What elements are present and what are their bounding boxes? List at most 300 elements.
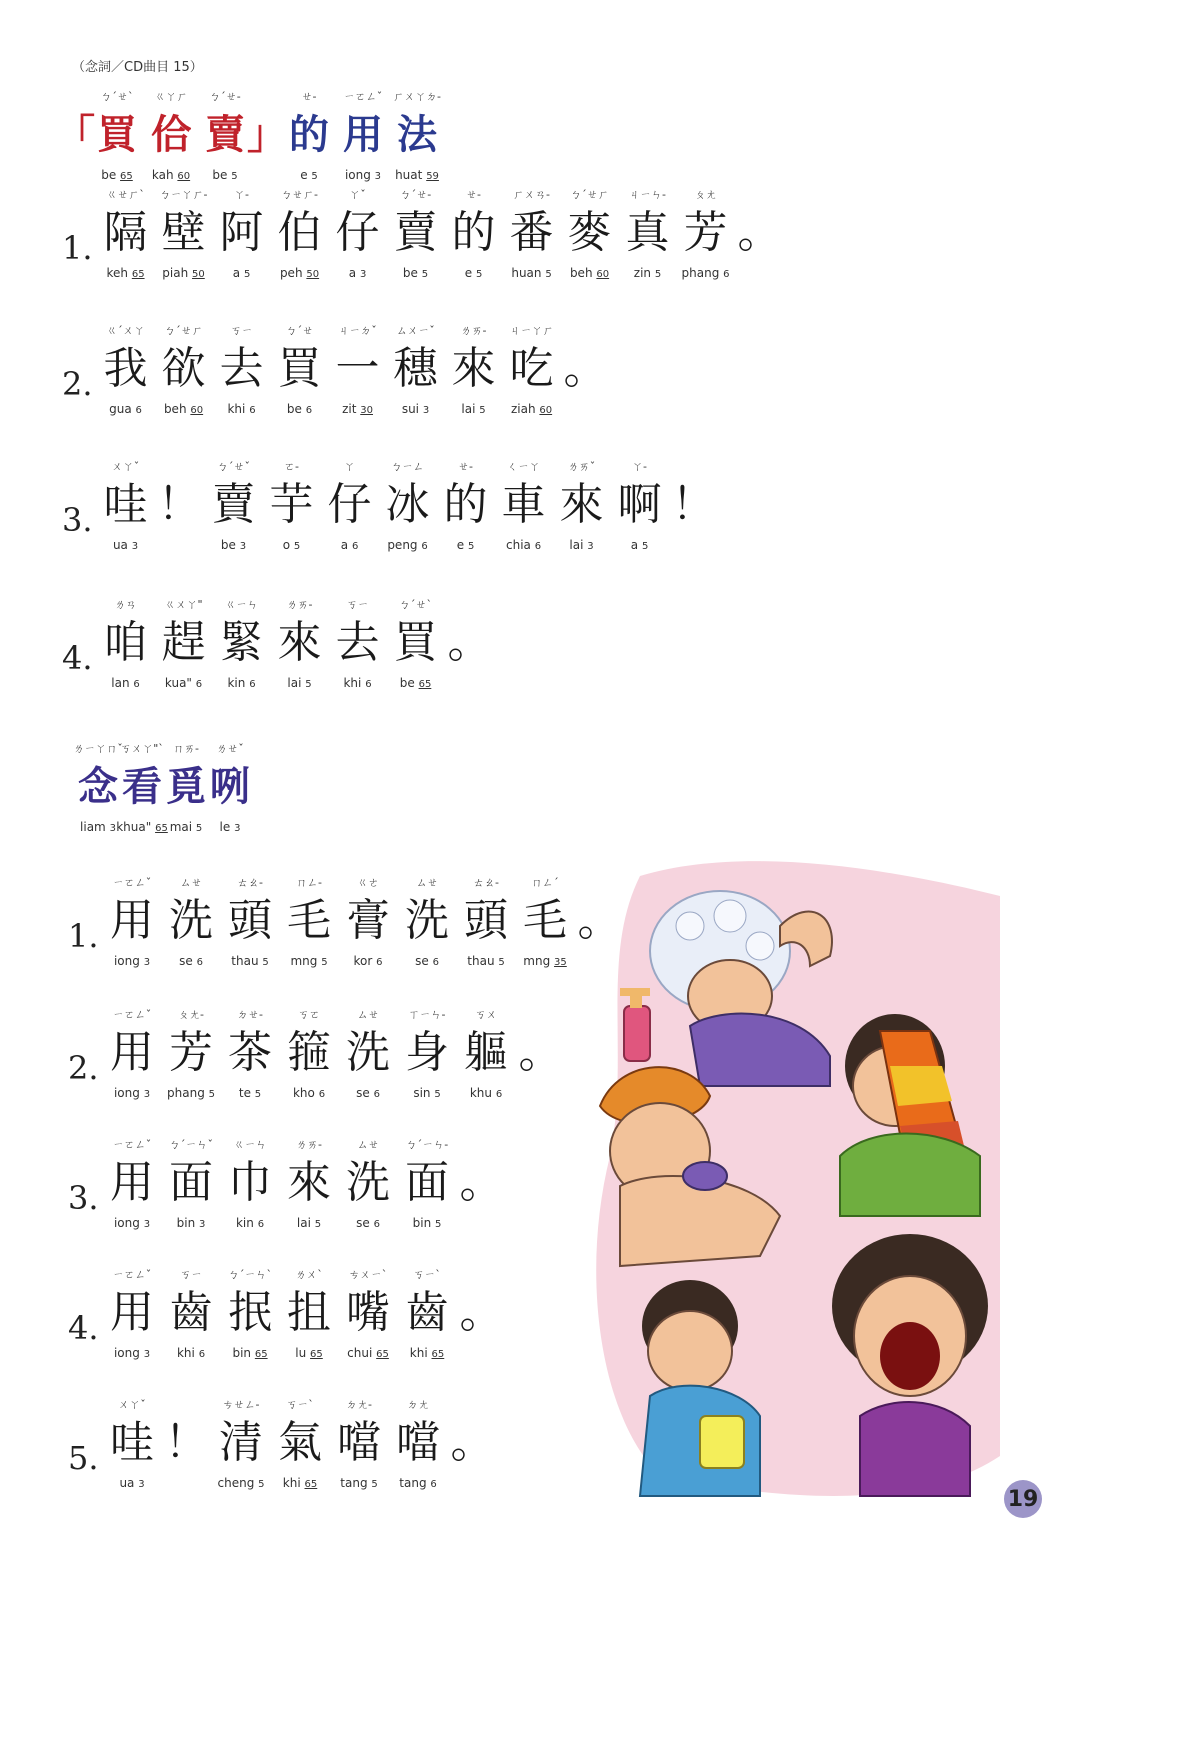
tone-number: 5 [479,405,486,416]
romanization-syllable: e [300,168,308,182]
romanization [119,1474,144,1492]
tone-number: 3 [234,823,241,834]
zhuyin-annotation: ㄅˊㄝㄏ [164,324,203,337]
sentence-number: 3. [62,501,93,539]
annotated-character [495,458,553,554]
annotated-character [329,186,387,282]
tone-number: 60 [177,171,191,182]
sentence-2-3 [68,1136,507,1232]
romanization [399,1474,436,1492]
tone-number: 65 [418,679,432,690]
annotated-character [379,458,437,554]
romanization [402,400,429,418]
romanization-syllable: bin [232,1346,252,1360]
hanzi-character: 的 [289,112,329,158]
romanization [342,400,373,418]
romanization-syllable: zin [633,266,652,280]
romanization [114,1084,150,1102]
romanization [295,1344,323,1362]
romanization [114,1214,150,1232]
tone-number: 50 [192,269,205,280]
romanization [457,536,475,554]
tone-number: 5 [195,823,203,834]
zhuyin-annotation: ㄎㄧˋ [413,1268,441,1281]
romanization [280,264,319,282]
annotated-character [457,1266,507,1362]
romanization-syllable: sui [401,402,420,416]
annotated-character [221,1266,280,1362]
annotated-character [339,1136,398,1232]
romanization-syllable: kah [151,168,174,182]
hanzi-character: 齒 [169,1287,214,1338]
romanization [415,952,439,970]
sentence-number: 5. [68,1439,99,1477]
romanization [114,952,150,970]
romanization-syllable: kho [292,1086,315,1100]
annotated-character [198,88,252,184]
zhuyin-annotation: ㄎㄛ [298,1008,321,1021]
hanzi-character: 茶 [228,1027,273,1078]
romanization-syllable: khi [176,1346,195,1360]
tone-number: 5 [258,1479,265,1490]
romanization [80,818,116,836]
romanization [116,818,168,836]
hanzi-character: 買 [393,617,438,668]
romanization-syllable: mng [523,954,551,968]
annotated-character [213,186,271,282]
annotated-character [280,1266,339,1362]
romanization-syllable: bin [176,1216,196,1230]
zhuyin-annotation: ㄅㄝㄏ- [281,188,319,201]
hanzi-character: 軀 [464,1027,509,1078]
romanization [470,1084,502,1102]
tone-number: 6 [430,1479,437,1490]
hanzi-character: 緊 [219,617,264,668]
zhuyin-annotation: ㄙㄝ [357,1008,380,1021]
romanization-syllable: phang [681,266,720,280]
tone-number: 6 [495,1089,503,1100]
hanzi-character: 番 [509,207,554,258]
annotated-character [73,740,123,836]
sentence-number: 1. [62,229,93,267]
romanization [569,536,593,554]
romanization-syllable: se [356,1086,370,1100]
romanization-syllable: khi [343,676,362,690]
hanzi-character: 頭 [228,895,273,946]
zhuyin-annotation: ㄧㄛㄥˇ [112,1268,152,1281]
zhuyin-annotation: ㄅˊㄧㄣˇ [169,1138,214,1151]
zhuyin-annotation: ㄏㄨㄚㄉ- [393,90,441,103]
romanization [400,674,432,692]
romanization [682,264,730,282]
romanization [152,166,190,184]
sentence-number: 3. [68,1179,99,1217]
tone-number: 60 [190,405,204,416]
annotated-character [97,596,155,692]
zhuyin-annotation: ㄒㄧㄣ- [408,1008,446,1021]
romanization-syllable: peh [279,266,303,280]
annotated-character [561,186,619,282]
hanzi-character: 的 [443,479,488,530]
tone-number: 6 [534,541,542,552]
romanization [114,1344,150,1362]
romanization [413,1214,442,1232]
zhuyin-annotation: ㄑㄧㄚ [507,460,541,473]
romanization-syllable: be [402,266,418,280]
hanzi-character: 芳 [169,1027,214,1078]
tone-number: 5 [305,679,312,690]
tone-number: 3 [138,1479,145,1490]
romanization [231,952,268,970]
sentence-number: 4. [62,639,93,677]
romanization-syllable: khi [282,1476,301,1490]
annotated-character [221,1136,280,1232]
romanization-syllable: be [399,676,415,690]
romanization-syllable: mai [169,820,193,834]
romanization-syllable: a [348,266,357,280]
romanization-syllable: khu [469,1086,493,1100]
romanization-syllable: ua [112,538,128,552]
romanization-syllable: e [456,538,465,552]
romanization-syllable: ziah [510,402,536,416]
annotated-character [387,186,445,282]
hanzi-character: 毛 [523,895,568,946]
hanzi-character: 賣 [211,479,256,530]
hanzi-character: 來 [451,343,496,394]
sentence-2-4 [68,1266,507,1362]
heading-read-try [73,740,252,836]
zhuyin-annotation: ㄧㄛㄥˇ [112,876,152,889]
annotated-character [103,1136,162,1232]
hanzi-character: 法 [397,112,437,158]
romanization-syllable: iong [113,1346,140,1360]
hanzi-character: 咧 [210,764,250,810]
tone-number: 5 [498,957,505,968]
romanization [232,1344,267,1362]
romanization [236,1214,264,1232]
zhuyin-annotation: ㄛ- [284,460,300,473]
tone-number: 65 [376,1349,389,1360]
hanzi-character: 來 [277,617,322,668]
annotated-character [445,596,495,692]
romanization-syllable: cheng [217,1476,255,1490]
annotated-character [387,322,445,418]
romanization-syllable: bin [412,1216,432,1230]
hanzi-character: 來 [559,479,604,530]
romanization [395,166,439,184]
hanzi-character: 我 [103,343,148,394]
tone-number: 30 [360,405,373,416]
tone-number: 3 [109,823,116,834]
hanzi-character: 巾 [228,1157,273,1208]
romanization-syllable: kin [227,676,246,690]
annotated-character [448,1396,498,1492]
hanzi-character: 覓 [166,764,206,810]
zhuyin-annotation: ㄇㄥˊ [531,876,559,889]
annotated-character [97,458,155,554]
hanzi-character: 。 [737,207,782,258]
tone-number: 6 [373,1089,380,1100]
hanzi-character: 吃 [509,343,554,394]
annotated-character [213,322,271,418]
hanzi-character: ！ [671,479,716,530]
annotated-character [155,596,213,692]
romanization [465,264,483,282]
annotated-character [437,458,495,554]
romanization [354,952,383,970]
sentence-1-4 [62,596,495,692]
zhuyin-annotation: ㄌㄞ- [460,324,487,337]
romanization [634,264,661,282]
annotated-character [619,186,677,282]
annotated-character [103,1006,162,1102]
zhuyin-annotation: ㄧㄛㄥˇ [112,1138,152,1151]
tone-number: 6 [365,679,372,690]
hanzi-character: 抯 [287,1287,332,1338]
tone-number: 5 [371,1479,378,1490]
tone-number: 6 [196,957,203,968]
annotated-character [116,740,168,836]
hanzi-character: 用 [110,895,155,946]
hanzi-character: 箍 [287,1027,332,1078]
zhuyin-annotation: ㄌㄢ [114,598,137,611]
romanization [341,536,359,554]
annotated-character [271,186,329,282]
romanization-syllable: a [630,538,639,552]
zhuyin-annotation: ㄉㄝ- [237,1008,264,1021]
annotated-character [263,458,321,554]
heading-usage-buy-sell [55,88,444,184]
romanization-syllable: lu [295,1346,307,1360]
hanzi-character: 用 [343,112,383,158]
tone-number: 6 [198,1349,206,1360]
zhuyin-annotation: ㄐㄧㄉˇ [338,324,377,337]
hanzi-character: 阿 [219,207,264,258]
romanization-syllable: ua [119,1476,135,1490]
romanization-syllable: thau [467,954,495,968]
tone-number: 6 [318,1089,326,1100]
annotated-character [561,322,611,418]
annotated-character [247,88,287,184]
romanization [227,400,255,418]
hanzi-character: 「 [55,112,95,158]
romanization [101,166,133,184]
tone-number: 3 [422,405,430,416]
annotated-character [677,186,735,282]
romanization [343,674,371,692]
tone-number: 5 [254,1089,262,1100]
tone-number: 6 [135,405,142,416]
zhuyin-annotation: ㄇㄥ- [296,876,323,889]
tone-number: 65 [310,1349,323,1360]
romanization-syllable: se [179,954,193,968]
sentence-2-5 [68,1396,498,1492]
hanzi-character: 。 [563,343,608,394]
hanzi-character: 仔 [335,207,380,258]
zhuyin-annotation: ㄙㄝ [180,876,203,889]
romanization-syllable: be [101,168,117,182]
hanzi-character: 欲 [161,343,206,394]
romanization [283,1474,317,1492]
zhuyin-annotation: ㄍㄨㄚ" [164,598,203,611]
hanzi-character: 洗 [346,1027,391,1078]
annotated-character [164,740,208,836]
romanization-syllable: keh [106,266,128,280]
zhuyin-annotation: ㄎㄧˋ [286,1398,314,1411]
romanization [297,1214,321,1232]
romanization-syllable: khi [409,1346,428,1360]
annotated-character [457,1006,516,1102]
hanzi-character: 看 [122,764,162,810]
zhuyin-annotation: ㄊㄠ- [473,876,500,889]
zhuyin-annotation: ㄧㄛㄥˇ [112,1008,152,1021]
tone-number: 5 [434,1089,441,1100]
romanization [113,536,138,554]
hanzi-character: 去 [335,617,380,668]
hanzi-character: 壁 [161,207,206,258]
romanization-syllable: lan [111,676,130,690]
romanization-syllable: iong [113,1216,140,1230]
romanization-syllable: be [212,168,228,182]
romanization-syllable: mng [290,954,318,968]
hanzi-character: 去 [219,343,264,394]
annotated-character [387,596,445,692]
tone-number: 65 [155,823,168,834]
tone-number: 3 [143,1349,151,1360]
tone-number: 5 [435,1219,442,1230]
romanization-syllable: khi [227,402,246,416]
tone-number: 6 [723,269,730,280]
romanization [345,166,381,184]
hanzi-character: 買 [97,112,137,158]
zhuyin-annotation: ㄌㄞ- [286,598,313,611]
tone-number: 6 [373,1219,380,1230]
annotated-character [457,1136,507,1232]
tone-number: 5 [208,1089,216,1100]
annotated-character [280,874,339,970]
zhuyin-annotation: ㄅˊㄝ- [399,188,432,201]
hanzi-character: 佮 [151,112,191,158]
romanization [227,674,255,692]
romanization-syllable: le [219,820,231,834]
hanzi-character: 噹 [337,1417,382,1468]
annotated-character [398,1266,457,1362]
tone-number: 5 [293,541,301,552]
hanzi-character: 洗 [405,895,450,946]
romanization-syllable: beh [569,266,593,280]
tone-number: 6 [421,541,428,552]
romanization-syllable: kor [353,954,373,968]
annotated-character [271,1396,330,1492]
romanization [511,400,552,418]
romanization [218,1474,265,1492]
annotated-character [162,1136,221,1232]
romanization-syllable: huat [395,168,423,182]
zhuyin-annotation: ㄌㄧㄚㄇˇ [73,742,123,755]
zhuyin-annotation: ㄝ- [458,460,474,473]
zhuyin-annotation: ㄍㄚㄏ [154,90,188,103]
annotated-character [90,88,144,184]
zhuyin-annotation: ㄅˊㄝˋ [399,598,433,611]
romanization [349,264,367,282]
romanization [177,1344,205,1362]
tone-number: 6 [249,679,256,690]
romanization-syllable: te [238,1086,251,1100]
romanization [467,952,504,970]
sentence-1-3 [62,458,719,554]
romanization [220,818,241,836]
annotated-character [280,1136,339,1232]
romanization-syllable: iong [344,168,371,182]
zhuyin-annotation: ㄙㄝ [357,1138,380,1151]
annotated-character [282,88,336,184]
zhuyin-annotation: ㄍㄧㄣ [225,598,259,611]
romanization [287,400,312,418]
annotated-character [445,186,503,282]
romanization-syllable: e [464,266,473,280]
zhuyin-annotation: ㄐㄧㄚㄏ [509,324,554,337]
romanization-syllable: a [340,538,349,552]
sentence-2-2 [68,1006,566,1102]
tone-number: 5 [321,957,328,968]
romanization [212,166,237,184]
tone-number: 3 [199,1219,206,1230]
annotated-character [213,596,271,692]
annotated-character [398,1136,457,1232]
romanization-syllable: lai [287,676,302,690]
romanization [356,1084,380,1102]
romanization [293,1084,325,1102]
sentence-number: 2. [68,1049,99,1087]
hanzi-character: 隔 [103,207,148,258]
zhuyin-annotation: ㄇㄞ- [173,742,199,755]
romanization [287,674,311,692]
annotated-character [155,322,213,418]
romanization [413,1084,440,1102]
zhuyin-annotation: ㄎㄧ [346,598,369,611]
romanization [283,536,301,554]
annotated-character [144,88,198,184]
zhuyin-annotation: ㄍㄜ [357,876,380,889]
tone-number: 5 [641,541,649,552]
hanzi-character: 面 [169,1157,214,1208]
annotated-character [155,458,205,554]
tone-number: 3 [143,957,151,968]
romanization [177,1214,206,1232]
annotated-character [103,1266,162,1362]
annotated-character [398,1006,457,1102]
hanzi-character: 冰 [385,479,430,530]
romanization [410,1344,444,1362]
hanzi-character: 賣 [205,112,245,158]
romanization-syllable: peng [387,538,418,552]
zhuyin-annotation: ㄅˊㄝ [285,324,314,337]
hanzi-character: 仔 [327,479,372,530]
annotated-character [398,874,457,970]
hanzi-character: ！ [157,479,202,530]
annotated-character [103,1396,162,1492]
romanization [340,1474,377,1492]
zhuyin-annotation: ㄍㄧㄣ [233,1138,267,1151]
romanization [167,1084,215,1102]
hanzi-character: 洗 [346,1157,391,1208]
romanization [523,952,566,970]
zhuyin-annotation: ㄌㄝˇ [216,742,244,755]
zhuyin-annotation: ㄐㄧㄣ- [629,188,667,201]
romanization-syllable: lai [461,402,476,416]
hanzi-character: 抿 [228,1287,273,1338]
tone-number: 3 [239,541,247,552]
